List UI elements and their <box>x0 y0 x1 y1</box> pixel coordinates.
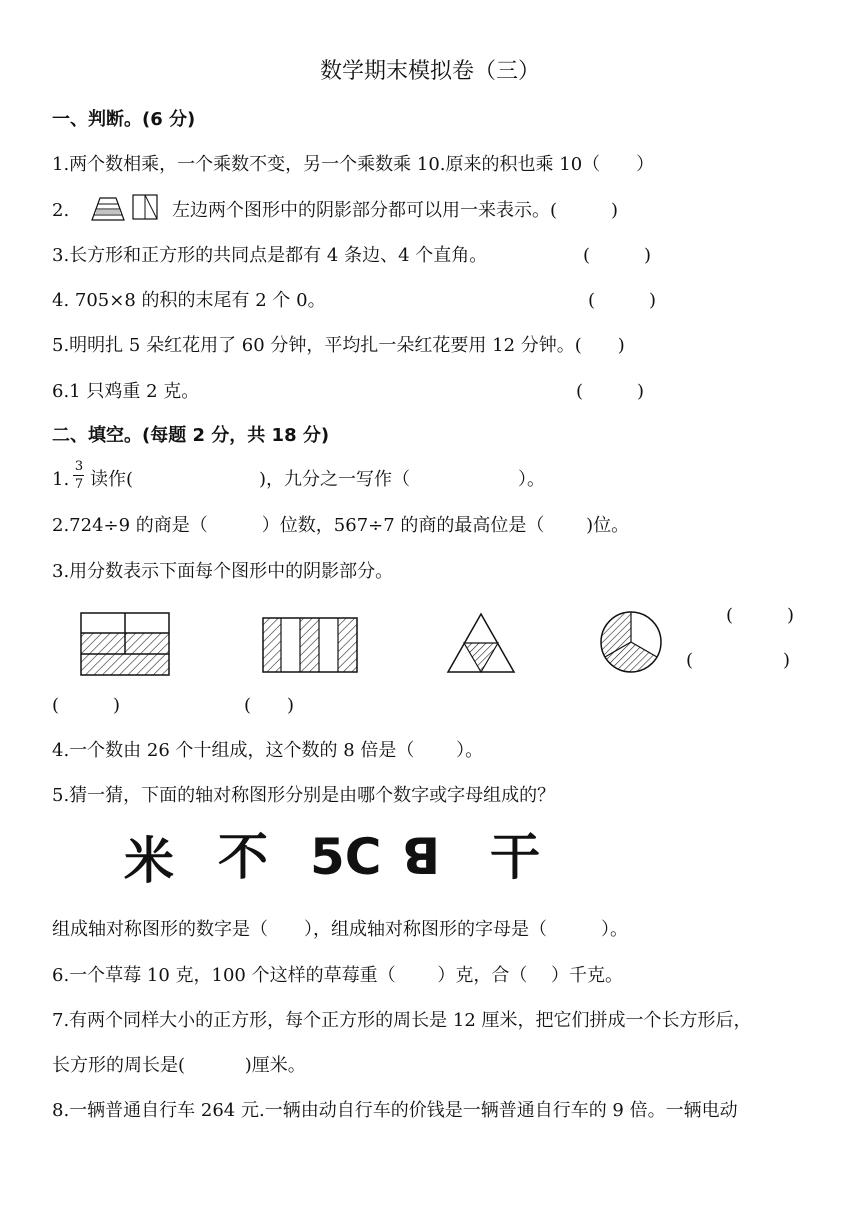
fill-q3-blank-c[interactable]: ( ) <box>52 695 121 716</box>
circle-figure <box>599 610 663 674</box>
trapezoid-figure <box>90 196 126 222</box>
section-heading-fill: 二、填空。(每题 2 分，共 18 分) <box>52 425 330 446</box>
fill-question-5: 5.猜一猜，下面的轴对称图形分别是由哪个数字或字母组成的？ <box>52 785 556 806</box>
fraction-numerator: 3 <box>74 459 84 474</box>
fill-question-8: 8.一辆普通自行车 264 元.一辆由动自行车的价钱是一辆普通自行车的 9 倍。一辆电动 <box>52 1100 738 1121</box>
fill-question-6: 6.一个草莓 10 克，100 个这样的草莓重（ ）克，合（ ）千克。 <box>52 965 624 986</box>
judge-question-4: 4. 705×8 的积的末尾有 2 个 0。 <box>52 290 326 311</box>
symmetric-glyph-5: 干 <box>490 828 540 886</box>
triangle-figure <box>446 612 516 674</box>
section-heading-judge: 一、判断。(6 分) <box>52 109 196 130</box>
fill-question-4: 4.一个数由 26 个十组成，这个数的 8 倍是（ ）。 <box>52 740 484 761</box>
fill-question-7-line1: 7.有两个同样大小的正方形，每个正方形的周长是 12 厘米，把它们拼成一个长方形后， <box>52 1010 752 1031</box>
fill-question-1-number: 1. <box>52 469 70 490</box>
symmetric-glyph-3: 5C <box>310 828 382 886</box>
fill-q3-blank-b[interactable]: ( ) <box>244 695 295 716</box>
fill-question-7-line2: 长方形的周长是( )厘米。 <box>52 1055 306 1076</box>
page-title: 数学期末模拟卷（三） <box>319 59 540 84</box>
judge-question-5: 5.明明扎 5 朵红花用了 60 分钟，平均扎一朵红花要用 12 分钟。( ) <box>52 335 625 356</box>
fill-question-2: 2.724÷9 的商是（ ）位数，567÷7 的商的最高位是（ )位。 <box>52 515 630 536</box>
judge-question-2-text: 左边两个图形中的阴影部分都可以用一来表示。( ) <box>172 200 619 221</box>
judge-question-1: 1.两个数相乘，一个乘数不变，另一个乘数乘 10.原来的积也乘 10（ ） <box>52 154 655 175</box>
judge-question-3-answer[interactable]: ( ) <box>583 245 652 266</box>
fill-question-5-answer: 组成轴对称图形的数字是（ ），组成轴对称图形的字母是（ ）。 <box>52 919 628 940</box>
fill-question-1-text: 读作( )，九分之一写作（ ）。 <box>90 469 546 490</box>
judge-question-3: 3.长方形和正方形的共同点是都有 4 条边、4 个直角。 <box>52 245 488 266</box>
fraction-denominator: 7 <box>74 477 84 492</box>
symmetric-glyph-4: ꓭ <box>402 828 441 886</box>
fill-q3-blank-d[interactable]: ( ) <box>686 650 791 671</box>
judge-question-6-answer[interactable]: ( ) <box>576 381 645 402</box>
symmetric-glyph-1: 米 <box>124 832 174 890</box>
square-diagonal-figure <box>132 194 158 220</box>
fraction-bar <box>73 475 84 476</box>
fill-q3-blank-a[interactable]: ( ) <box>726 605 795 626</box>
striped-rectangle-figure <box>262 617 358 673</box>
symmetric-glyph-2: 不 <box>218 828 268 886</box>
rectangle-grid-figure <box>80 612 170 676</box>
fill-question-3: 3.用分数表示下面每个图形中的阴影部分。 <box>52 561 394 582</box>
judge-question-4-answer[interactable]: ( ) <box>588 290 657 311</box>
judge-question-6: 6.1 只鸡重 2 克。 <box>52 381 200 402</box>
judge-question-2-number: 2. <box>52 200 70 221</box>
